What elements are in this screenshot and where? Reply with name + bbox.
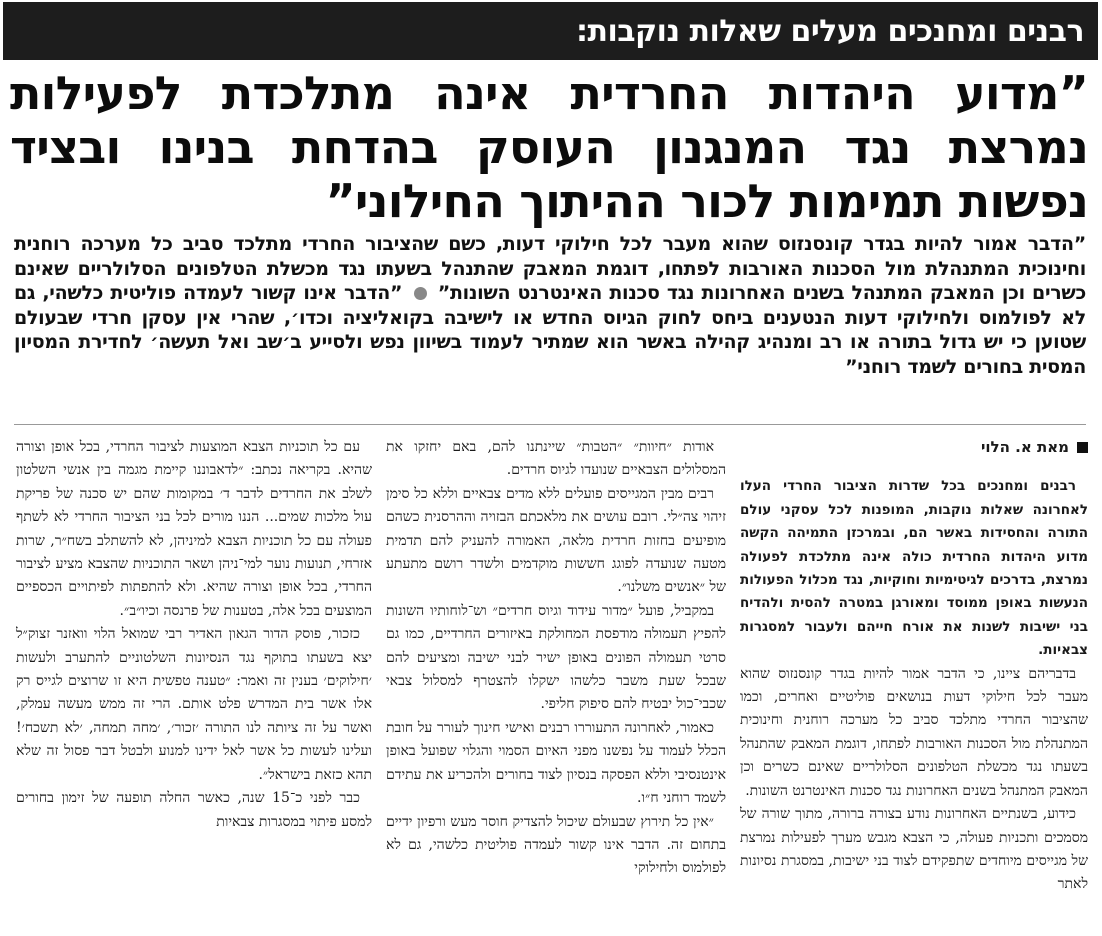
- body-paragraph: כאמור, לאחרונה התעוררו רבנים ואישי חינוך לעורר על חובת הכלל לעמוד על נפשנו מפני האיום הסמוי והגלוי שפועל באופן אינטנסיבי וללא הפסקה בנסיון לצוד בחורים ולהכריע את עתידם לשמד רוחני ח״ו.: [386, 719, 726, 807]
- subhead-quote-2: ”הדבר אינו קשור לעמדה פוליטית כלשהי, גם לא לפולמוס ולחילוקי דעות הנטענים ביחס לחוק הגיוס החדש או לישיבה בקואליציה וכדו׳, שהרי אין עסקן חרדי שבעולם שטוען כי יש גדול בתורה או רב ומנהיג קהילה באשר הוא שמתיר לעמוד בשיוון נפש ולסייע ב׳שב ואל תעשה׳ לחדירת המסיון המסית בחורים לשמד רוחני”: [14, 282, 1086, 378]
- body-paragraph: בדבריהם ציינו, כי הדבר אמור להיות בגדר קונסנזוס שהוא מעבר לכל חילוקי דעות בנושאים פוליטיים ואחרים, וכמו שהציבור החרדי מתלכד סביב כל מערכה רוחנית וחינוכית המתנהלת מול הסכנות האורבות לפתחו, דוגמת המאבק שהתנהל בשעתו נגד מכשלת הטלפונים הסלולריים שאינם כשרים וכן המאבק המתנהל בשנים האחרונות נגד סכנות האינטרנט השונות.: [740, 665, 1088, 799]
- divider-rule: [14, 424, 1086, 425]
- bullet-dot-icon: [414, 287, 427, 300]
- body-paragraph: כידוע, בשנתיים האחרונות נודע בצורה ברורה, מתוך שורה של מסמכים ותכניות פעולה, כי הצבא מגבש מערך לפעילות נמרצת של מגייסים מיוחדים שתפקידם לצוד בני ישיבות, במסגרת נסיונות לאתר: [740, 806, 1088, 893]
- body-paragraph: כזכור, פוסק הדור הגאון האדיר רבי שמואל הלוי וואזנר זצוק״ל יצא בשעתו בתוקף נגד הנסיונות השלטוניים להתערב ולעשות ׳חילוקים׳ בענין זה ואמר: ״טענה טפשית היא זו שרוצים לגייס רק אלו אשר בית המדרש פלט אותם. הרי זה ממש מעשה עמלק, ואשר על זה ציותה לנו התורה ׳זכור׳, ׳מחה תמחה, ׳לא תשכח׳! ועלינו לעשות כל אשר לאל ידינו למנוע ולבטל דבר פסול זה שלא תהא כזאת בישראל״.: [16, 626, 372, 783]
- article-column-right: [740, 436, 1088, 936]
- article-column-left: [16, 436, 372, 936]
- byline-text: מאת א. הלוי: [980, 438, 1069, 456]
- byline-square-icon: [1077, 442, 1088, 453]
- lead-paragraph: רבנים ומחנכים בכל שדרות הציבור החרדי העלו לאחרונה שאלות נוקבות, המופנות לכל עסקני עולם התורה והחסידות באשר הם, ובמרכזן התמיהה הקשה מדוע היהדות החרדית כולה אינה מתלכדת לפעולה נמרצת, בדרכים לגיטימיות וחוקיות, נגד מכלול הפעולות הנעשות באופן ממוסד ומאורגן במטרה להסית ולהדיח בני ישיבות לשנות את אורח חייהם ולעבור למסגרות צבאיות.: [740, 478, 1088, 659]
- body-paragraph: רבים מבין המגייסים פועלים ללא מדים צבאיים וללא כל סימן זיהוי צה״לי. רובם עושים את מלאכתם הבזויה וההרסנית כשהם מופיעים בחזות חרדית מלאה, האמורה להעניק להם תדמית מטעה שנועדה לפוגג חששות מוקדמים ולשדר רושם מתעתע של ״אנשים משלנו״.: [386, 485, 726, 596]
- headline: ”מדוע היהדות החרדית אינה מתלכדת לפעילות נמרצת נגד המנגנון העוסק בהדחת בנינו ובציד נפשות תמימות לכור ההיתוך החילוני”: [10, 66, 1088, 228]
- subhead-quote-1: ”הדבר אמור להיות בגדר קונסנזוס שהוא מעבר לכל חילוקי דעות, כשם שהציבור החרדי מתלכד סביב כל מערכה רוחנית וחינוכית המתנהלת מול הסכנות האורבות לפתחו, דוגמת המאבק שהתנהל בשעתו נגד מכשלת הטלפונים הסלולריים שאינם כשרים וכן המאבק המתנהל בשנים האחרונות נגד סכנות האינטרנט השונות”: [14, 233, 1086, 304]
- body-paragraph: עם כל תוכניות הצבא המוצעות לציבור החרדי, בכל אופן וצורה שהיא. בקריאה נכתב: ״לדאבוננו קיימת מגמה בין אנשי השלטון לשלב את החרדים לדבר ד׳ במקומות שהם יש סכנה של פריקת עול מלכות שמים... הננו מורים לכל בני הציבור החרדי לא לשתף פעולה עם כל תוכניות הצבא למיניהן, לא להשתלב בשח״ר, שרות אזרחי, תנועות נוער למי־ניהן ושאר התוכניות שהצבא מציע לציבור החרדי, בכל אופן וצורה שהיא. ולא להתפתות לפיתויים הכספיים המוצעים בכל אלה, בטענות של פרנסה וכיו״ב״.: [16, 439, 372, 619]
- body-paragraph: אודות ״חיוות״ ״הטבות״ שיינתנו להם, באם יחזקו את המסלולים הצבאיים שנועדו לגיוס חרדים.: [386, 439, 726, 479]
- body-paragraph: כבר לפני כ־15 שנה, כאשר החלה תופעה של זימון בחורים למסע פיתוי במסגרות צבאיות: [16, 790, 372, 830]
- kicker-text: רבנים ומחנכים מעלים שאלות נוקבות:: [575, 13, 1084, 49]
- body-paragraph: במקביל, פועל ״מדור עידוד וגיוס חרדים״ וש־לוחותיו השונות להפיץ תעמולה מודפסת המחולקת באיזורים החרדיים, כמו גם סרטי תעמולה הפונים באופן ישיר לבני ישיבה ומציעים להם שבכל שעת משבר כלשהו ישקלו להצטרף למסלול צבאי שכבי־כול יבטיח להם סיפוק חליפי.: [386, 602, 726, 713]
- article-column-middle: [386, 436, 726, 936]
- body-paragraph: ״אין כל תירוץ שבעולם שיכול להצדיק חוסר מעש ורפיון ידיים בתחום זה. הדבר אינו קשור לעמדה פוליטית כלשהי, גם לא לפולמוס ולחילוקי: [386, 813, 726, 877]
- subhead: [14, 232, 1086, 379]
- byline: [740, 436, 1088, 459]
- kicker-bar: [3, 2, 1098, 60]
